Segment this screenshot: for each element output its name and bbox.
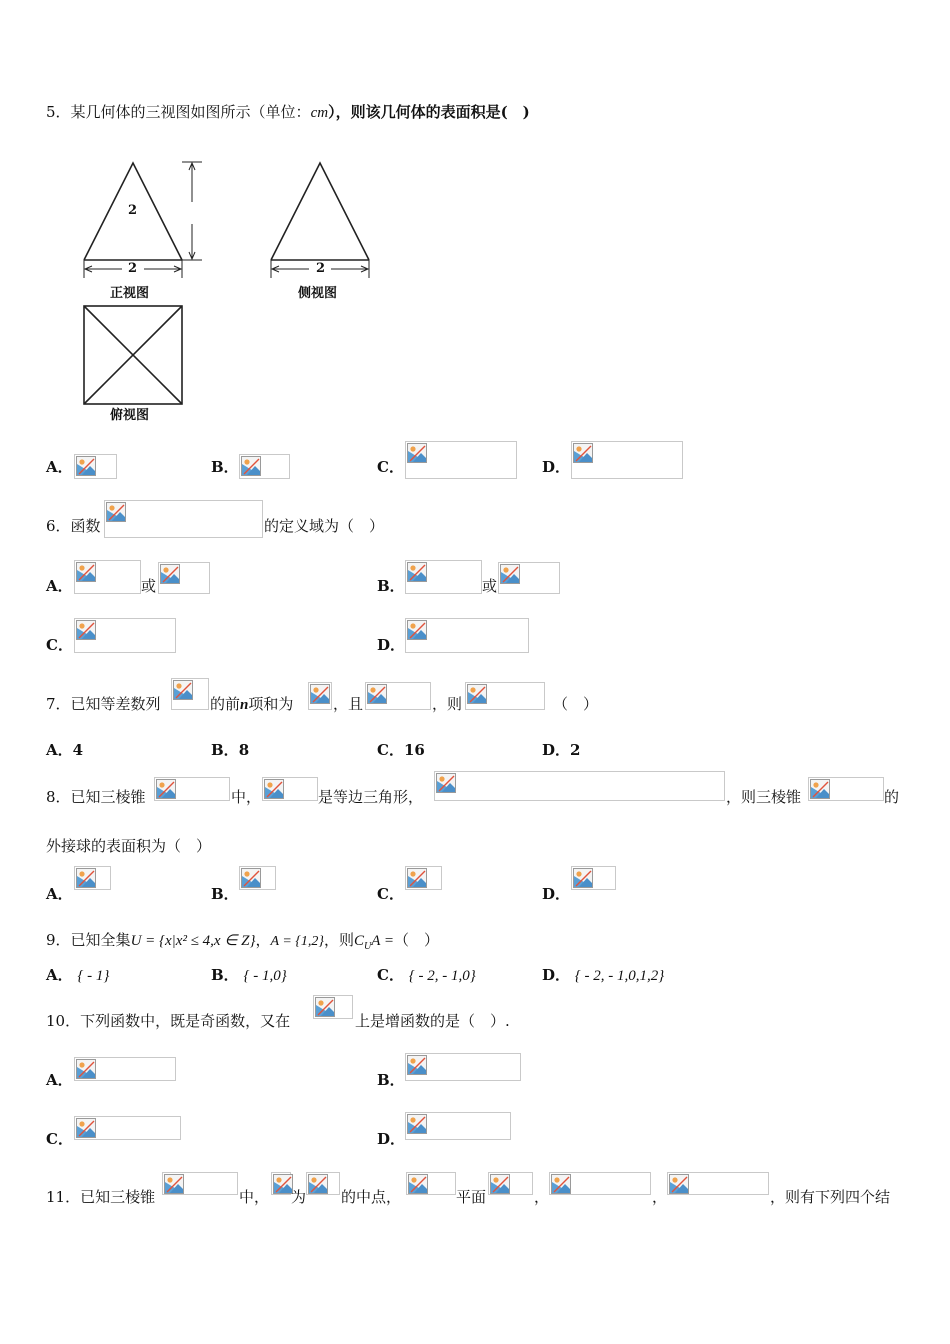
q8-stem-b: 中， [231, 788, 262, 806]
q6-stem-end: 的定义域为（ ） [264, 517, 385, 535]
broken-image-icon [239, 866, 276, 890]
broken-image-icon [406, 1172, 456, 1195]
q10-option-d[interactable]: D． [377, 1130, 406, 1148]
q7-stem-d: ，则 [432, 695, 463, 713]
broken-image-icon [171, 678, 209, 710]
q8-stem-a: 8．已知三棱锥 [46, 788, 146, 806]
q8-option-d[interactable]: D． [542, 885, 571, 903]
q11-stem-b: 中， [239, 1188, 270, 1206]
broken-image-icon [808, 777, 884, 801]
broken-image-icon [306, 1172, 340, 1195]
front-view-label: 正视图 [110, 286, 150, 301]
q10-option-c[interactable]: C． [46, 1130, 73, 1148]
broken-image-icon [74, 560, 141, 594]
broken-image-icon [405, 1053, 521, 1081]
q8-stem-c: 是等边三角形， [318, 788, 424, 806]
broken-image-icon [154, 777, 230, 801]
broken-image-icon [549, 1172, 651, 1195]
q6-option-c[interactable]: C． [46, 636, 73, 654]
broken-image-icon [571, 866, 616, 890]
q6-stem-start: 6．函数 [46, 517, 101, 535]
broken-image-icon [74, 1116, 181, 1140]
q10-option-a[interactable]: A． [46, 1071, 73, 1089]
q11-comma-1: ， [534, 1188, 550, 1206]
broken-image-icon [667, 1172, 769, 1195]
q6-option-a[interactable]: A． [46, 577, 73, 595]
broken-image-icon [162, 1172, 238, 1195]
broken-image-icon [262, 777, 318, 801]
broken-image-icon [434, 771, 725, 801]
q5-option-c[interactable]: C． [377, 458, 404, 476]
broken-image-icon [74, 618, 176, 653]
q5-stem: 5．某几何体的三视图如图所示（单位：cm），则该几何体的表面积是( ) [46, 103, 530, 121]
q6-or-b: 或 [482, 577, 498, 595]
broken-image-icon [465, 682, 545, 710]
q7-option-b[interactable]: B．8 [211, 741, 250, 759]
q5-option-d[interactable]: D． [542, 458, 571, 476]
broken-image-icon [498, 562, 560, 594]
q9-option-b[interactable]: B． { - 1,0} [211, 966, 287, 984]
q11-stem-e: 平面 [456, 1188, 487, 1206]
q7-option-c[interactable]: C．16 [377, 741, 425, 759]
broken-image-icon [405, 441, 517, 479]
broken-image-icon [571, 441, 683, 479]
broken-image-icon [74, 454, 117, 479]
broken-image-icon [308, 682, 332, 710]
q11-comma-2: ， [652, 1188, 668, 1206]
broken-image-icon [74, 1057, 176, 1081]
q7-option-d[interactable]: D．2 [542, 741, 581, 759]
q9-option-d[interactable]: D． { - 2, - 1,0,1,2} [542, 966, 665, 984]
broken-image-icon [271, 1172, 291, 1195]
q9-option-c[interactable]: C． { - 2, - 1,0} [377, 966, 476, 984]
side-view-triangle [271, 163, 369, 260]
dim-front-width: 2 [128, 261, 138, 276]
q7-stem-a: 7．已知等差数列 [46, 695, 161, 713]
broken-image-icon [405, 618, 529, 653]
q11-stem-f: ，则有下列四个结 [770, 1188, 891, 1206]
broken-image-icon [158, 562, 210, 594]
top-view-label: 俯视图 [110, 408, 150, 423]
broken-image-icon [104, 500, 263, 538]
broken-image-icon [405, 560, 482, 594]
q8-stem-e: 的 [884, 788, 900, 806]
side-view-label: 侧视图 [298, 286, 338, 301]
q7-stem-e: （ ） [553, 695, 599, 713]
q9-option-a[interactable]: A． { - 1} [46, 966, 110, 984]
q5-option-a[interactable]: A． [46, 458, 73, 476]
q11-stem-a: 11．已知三棱锥 [46, 1188, 156, 1206]
q5-option-b[interactable]: B． [211, 458, 239, 476]
q11-stem-d: 的中点， [341, 1188, 402, 1206]
q10-stem-a: 10．下列函数中，既是奇函数，又在 [46, 1012, 291, 1030]
broken-image-icon [74, 866, 111, 890]
q7-stem-c: ，且 [333, 695, 364, 713]
q6-option-b[interactable]: B． [377, 577, 405, 595]
broken-image-icon [365, 682, 431, 710]
q8-stem-d: ，则三棱锥 [726, 788, 802, 806]
q8-option-b[interactable]: B． [211, 885, 239, 903]
q7-option-a[interactable]: A．4 [46, 741, 84, 759]
q8-option-c[interactable]: C． [377, 885, 404, 903]
broken-image-icon [239, 454, 290, 479]
q8-option-a[interactable]: A． [46, 885, 73, 903]
q7-stem-b: 的前n项和为 [210, 695, 294, 713]
broken-image-icon [405, 866, 442, 890]
q8-stem-line2: 外接球的表面积为（ ） [46, 837, 212, 855]
dim-side-width: 2 [316, 261, 326, 276]
broken-image-icon [313, 995, 353, 1019]
broken-image-icon [488, 1172, 533, 1195]
q10-stem-b: 上是增函数的是（ ）. [355, 1012, 510, 1030]
q9-stem: 9．已知全集U = {x|x² ≤ 4,x ∈ Z}，A = {1,2}，则$C_UA$ =（ ） [46, 931, 440, 952]
q6-or-a: 或 [141, 577, 157, 595]
q10-option-b[interactable]: B． [377, 1071, 405, 1089]
dim-height: 2 [128, 203, 138, 218]
broken-image-icon [405, 1112, 511, 1140]
q6-option-d[interactable]: D． [377, 636, 406, 654]
q11-stem-c: 为 [291, 1188, 307, 1206]
